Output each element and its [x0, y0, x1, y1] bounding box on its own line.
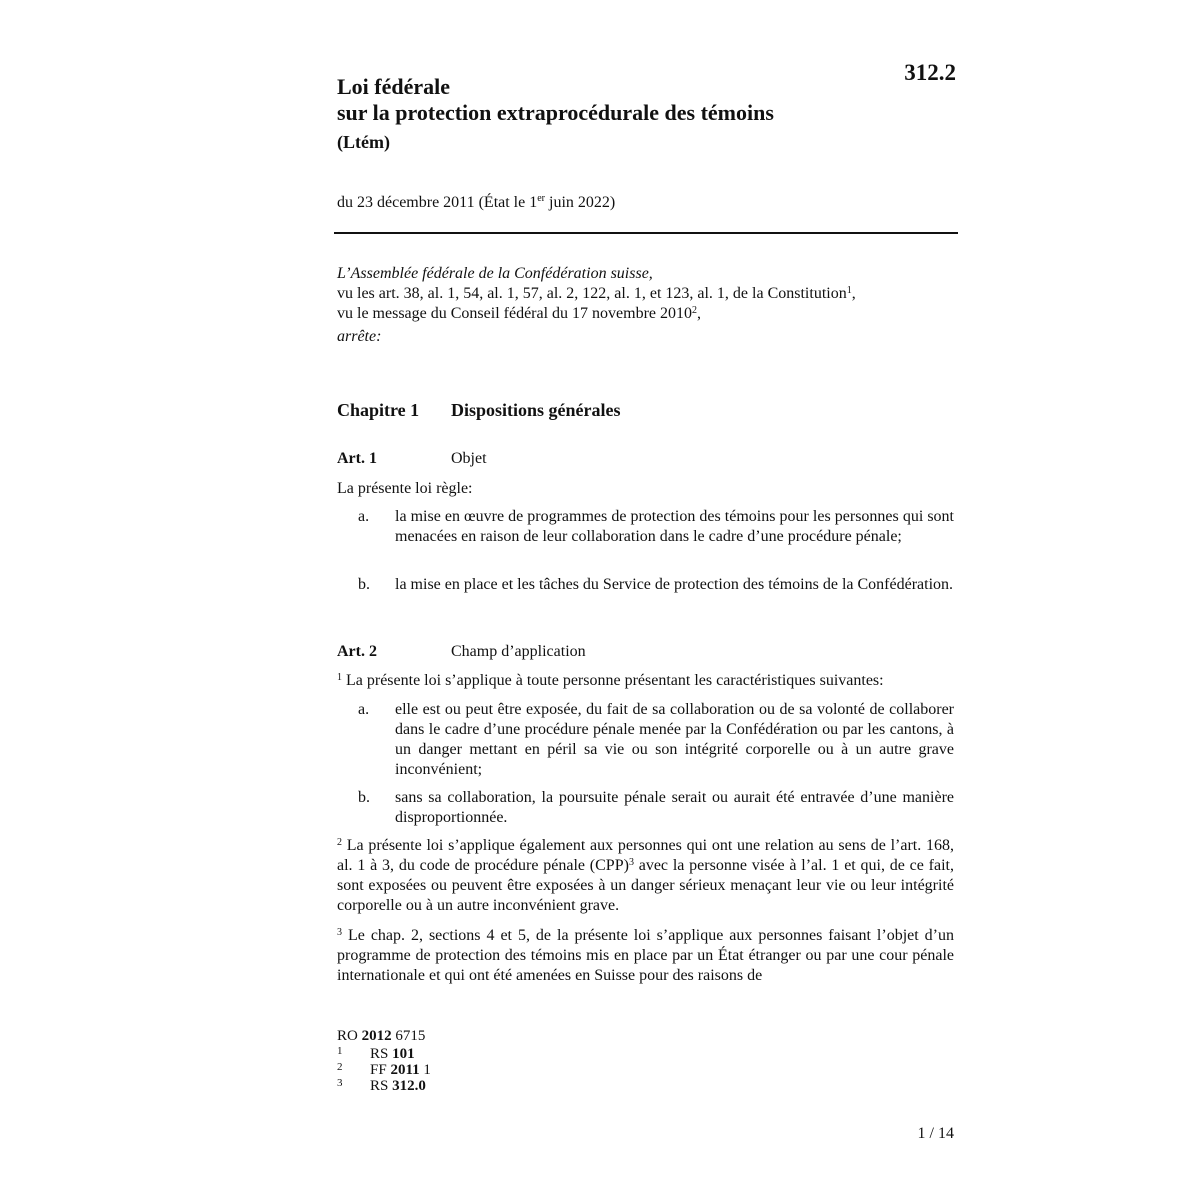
footnote-text: [370, 1046, 415, 1062]
list-item: [358, 575, 954, 595]
footnote-prefix: RS: [370, 1078, 393, 1094]
footnote-bold: 312.0: [392, 1078, 426, 1094]
list-text: la mise en place et les tâches du Service de protection des témoins de la Confédération.: [395, 576, 954, 593]
footnote-bold: 101: [392, 1046, 415, 1062]
footnote-number: 2: [337, 1061, 343, 1073]
article-1-title: Objet: [451, 450, 487, 467]
article-2-number: Art. 2: [337, 643, 377, 660]
list-text: sans sa collaboration, la poursuite pénale serait ou aurait été entravée d’une manière disproportionnée.: [395, 789, 954, 826]
sr-number: 312.2: [904, 60, 956, 85]
law-title: [337, 74, 877, 153]
chapter-title: Dispositions générales: [451, 400, 621, 420]
title-line-1: Loi fédérale: [337, 74, 451, 99]
preamble-arrete: arrête:: [337, 328, 382, 345]
list-letter: b.: [358, 576, 370, 593]
article-2-paragraph-1: [337, 671, 954, 691]
list-item: [358, 788, 954, 828]
footnote-suffix: 1: [419, 1062, 431, 1078]
preamble-line-2-text: vu le message du Conseil fédéral du 17 novembre 2010: [337, 305, 693, 322]
article-2-title: Champ d’application: [451, 643, 586, 660]
paragraph-number: 3: [337, 927, 342, 938]
paragraph-text: La présente loi s’applique à toute personne présentant les caractéristiques suivantes:: [342, 672, 884, 689]
list-letter: b.: [358, 789, 370, 806]
preamble: [337, 264, 957, 347]
date-suffix: juin 2022): [545, 194, 616, 211]
footnote-text: [370, 1062, 431, 1078]
footnote-prefix: FF: [370, 1062, 391, 1078]
paragraph-number: 2: [337, 837, 342, 848]
list-letter: a.: [358, 701, 370, 718]
footnote-ref-3[interactable]: 3: [628, 857, 634, 868]
footnote-number: 3: [337, 1077, 343, 1089]
article-2-paragraph-3: [337, 926, 954, 986]
chapter-label: Chapitre 1: [337, 400, 420, 420]
date-prefix: du 23 décembre 2011 (État le 1: [337, 194, 538, 211]
article-2-paragraph-2: [337, 836, 954, 916]
title-abbreviation: (Ltém): [337, 132, 390, 152]
preamble-line-2-end: ,: [697, 305, 702, 322]
footnote-number: 1: [337, 1045, 343, 1057]
source-page: 6715: [391, 1028, 426, 1044]
chapter-heading: [337, 398, 621, 422]
footnote-ref-2[interactable]: 2: [692, 305, 698, 316]
paragraph-text-continued: avec la personne visée à l’al. 1 et qui, de ce fait, sont exposées ou peuvent être exposées à un danger sérieux menaçant leur vie ou leur intégrité corporelle ou à un autre inconvénient grave.: [337, 857, 954, 914]
preamble-line-1: [337, 284, 957, 304]
footnote-ref-1[interactable]: 1: [846, 285, 852, 296]
preamble-line-2: [337, 304, 957, 324]
article-1-intro: La présente loi règle:: [337, 480, 473, 497]
list-text: elle est ou peut être exposée, du fait de sa collaboration ou de sa volonté de collaborer dans le cadre d’une procédure pénale menée par la Confédération ou par les cantons, à un danger mettant en péril sa vie ou son intégrité corporelle ou à un autre grave inconvénient;: [395, 701, 954, 778]
article-2-heading: [337, 642, 586, 662]
article-1-number: Art. 1: [337, 450, 377, 467]
date-line: [337, 192, 615, 214]
preamble-authority: L’Assemblée fédérale de la Confédération suisse,: [337, 265, 653, 282]
list-letter: a.: [358, 508, 370, 525]
preamble-line-1-text: vu les art. 38, al. 1, 54, al. 1, 57, al. 2, 122, al. 1, et 123, al. 1, de la Constitution: [337, 285, 847, 302]
title-line-2: sur la protection extraprocédurale des témoins: [337, 100, 774, 125]
paragraph-text: Le chap. 2, sections 4 et 5, de la présente loi s’applique aux personnes faisant l’objet d’un programme de protection des témoins mis en place par un État étranger ou par une cour pénale internationale et qui ont été amenées en Suisse pour des raisons de: [337, 927, 954, 984]
article-1-heading: [337, 449, 487, 469]
official-compilation-reference: [337, 1027, 425, 1045]
footnote-prefix: RS: [370, 1046, 393, 1062]
list-text: la mise en œuvre de programmes de protection des témoins pour les personnes qui sont menacées en raison de leur collaboration dans le cadre d’une procédure pénale;: [395, 508, 954, 545]
footnote-bold: 2011: [390, 1062, 420, 1078]
preamble-line-1-end: ,: [851, 285, 856, 302]
list-item: [358, 700, 954, 780]
footnote-text: [370, 1078, 426, 1094]
page-number: 1 / 14: [917, 1125, 954, 1142]
source-year: 2012: [361, 1028, 392, 1044]
date-superscript: er: [537, 193, 546, 204]
paragraph-text: La présente loi s’applique également aux personnes qui ont une relation au sens de l’art. 168, al. 1 à 3, du code de procédure pénale (CPP): [337, 837, 954, 874]
source-prefix: RO: [337, 1028, 362, 1044]
paragraph-number: 1: [337, 672, 342, 683]
list-item: [358, 507, 954, 547]
header-divider: [334, 232, 958, 234]
